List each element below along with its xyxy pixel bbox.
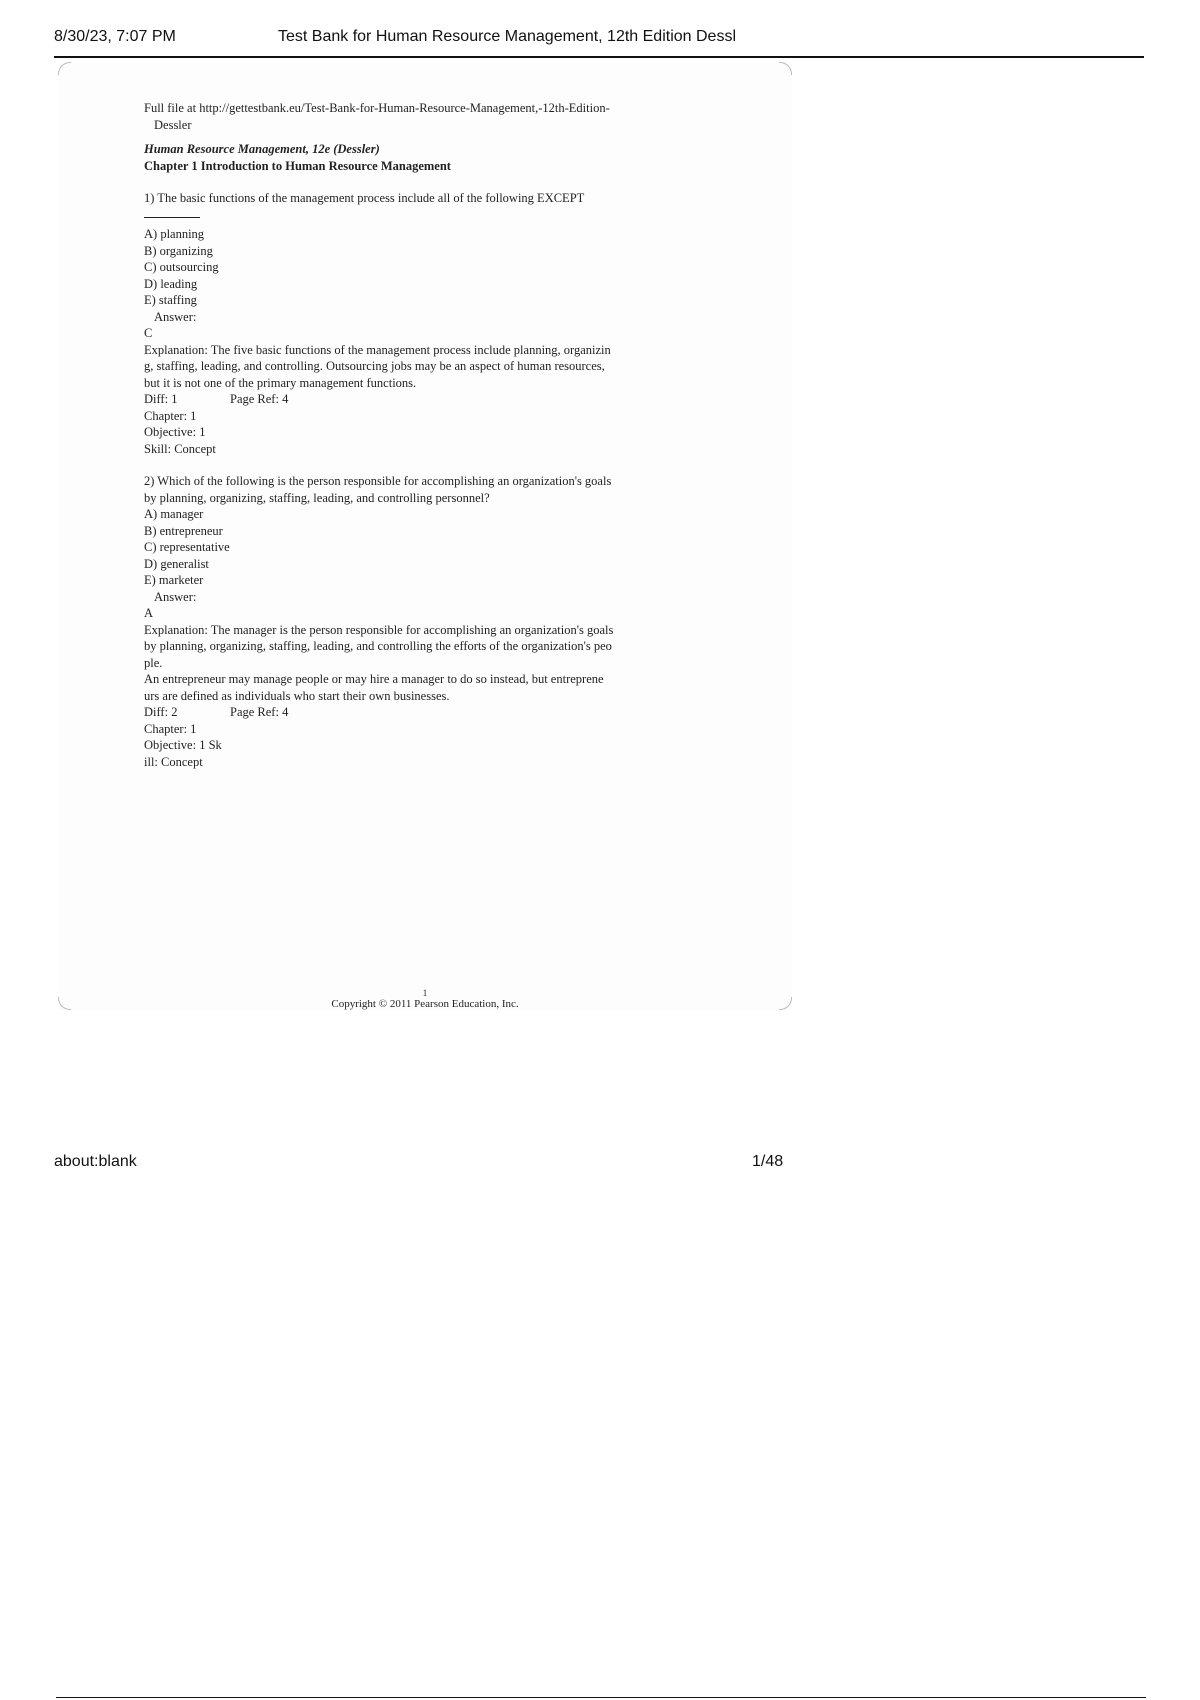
q2-answer-label: Answer: (154, 589, 197, 604)
q1-answer-label: Answer: (154, 309, 197, 324)
bottom-rule (56, 1697, 1146, 1698)
q2-option-b: B) entrepreneur (144, 523, 223, 538)
question-2-text: 2) Which of the following is the person responsible for accomplishing an organization's goals (144, 474, 612, 488)
question-1-text: 1) The basic functions of the management process include all of the following EXCEPT (144, 191, 585, 205)
answer-blank (144, 207, 704, 227)
source-url-line-cont: Dessler (154, 117, 192, 132)
document-body (144, 100, 704, 770)
q2-objective: Objective: 1 Sk (144, 738, 222, 752)
q2-option-d: D) generalist (144, 556, 209, 571)
q1-option-c: C) outsourcing (144, 260, 219, 274)
q2-explanation-line: An entrepreneur may manage people or may hire a manager to do so instead, but entreprene (144, 672, 604, 686)
q2-option-a: A) manager (144, 507, 204, 521)
page-number: 1 (422, 988, 428, 998)
print-datetime: 8/30/23, 7:07 PM (54, 28, 176, 45)
q1-chapter: Chapter: 1 (144, 408, 197, 423)
q2-skill: ill: Concept (144, 754, 203, 769)
q1-diff-row (144, 391, 704, 408)
q1-option-e: E) staffing (144, 293, 197, 307)
q2-option-e: E) marketer (144, 573, 204, 587)
page-corner-mark (779, 62, 792, 75)
q1-answer: C (144, 326, 153, 340)
print-page-title: Test Bank for Human Resource Management, 12th Edition Dessl (278, 28, 737, 45)
q2-explanation-line: Explanation: The manager is the person responsible for accomplishing an organization's goals (144, 622, 614, 637)
q2-answer: A (144, 606, 154, 620)
source-url-line: Full file at http://gettestbank.eu/Test-Bank-for-Human-Resource-Management,-12th-Edition- (144, 101, 610, 115)
q2-option-c: C) representative (144, 540, 230, 554)
q1-explanation-line: Explanation: The five basic functions of the management process include planning, organizin (144, 342, 611, 357)
q1-explanation-line: but it is not one of the primary management functions. (144, 375, 417, 390)
q1-objective: Objective: 1 (144, 425, 206, 439)
q2-diff: Diff: 2 (144, 705, 178, 719)
q1-diff: Diff: 1 (144, 392, 178, 406)
q1-option-b: B) organizing (144, 243, 213, 258)
q1-option-a: A) planning (144, 227, 205, 241)
q2-page-ref: Page Ref: 4 (230, 705, 289, 719)
q1-skill: Skill: Concept (144, 441, 216, 456)
q1-option-d: D) leading (144, 276, 198, 291)
scanned-page (58, 62, 792, 1010)
book-title: Human Resource Management, 12e (Dessler) (144, 142, 380, 156)
chapter-title: Chapter 1 Introduction to Human Resource Management (144, 158, 451, 173)
q2-chapter: Chapter: 1 (144, 721, 197, 736)
q1-page-ref: Page Ref: 4 (230, 392, 289, 406)
copyright-notice: Copyright © 2011 Pearson Education, Inc. (331, 998, 519, 1010)
header-rule (54, 56, 1144, 58)
q2-explanation-line: ple. (144, 655, 163, 670)
page-corner-mark (58, 62, 71, 75)
q1-explanation-line: g, staffing, leading, and controlling. Outsourcing jobs may be an aspect of human resources, (144, 359, 605, 373)
q2-diff-row (144, 704, 704, 721)
question-2-text-cont: by planning, organizing, staffing, leading, and controlling personnel? (144, 490, 490, 505)
print-footer-url: about:blank (54, 1153, 137, 1170)
q2-explanation-line: by planning, organizing, staffing, leading, and controlling the efforts of the organization's peo (144, 639, 612, 653)
print-footer-page-count: 1/48 (752, 1153, 784, 1170)
q2-explanation-line: urs are defined as individuals who start their own businesses. (144, 688, 450, 703)
